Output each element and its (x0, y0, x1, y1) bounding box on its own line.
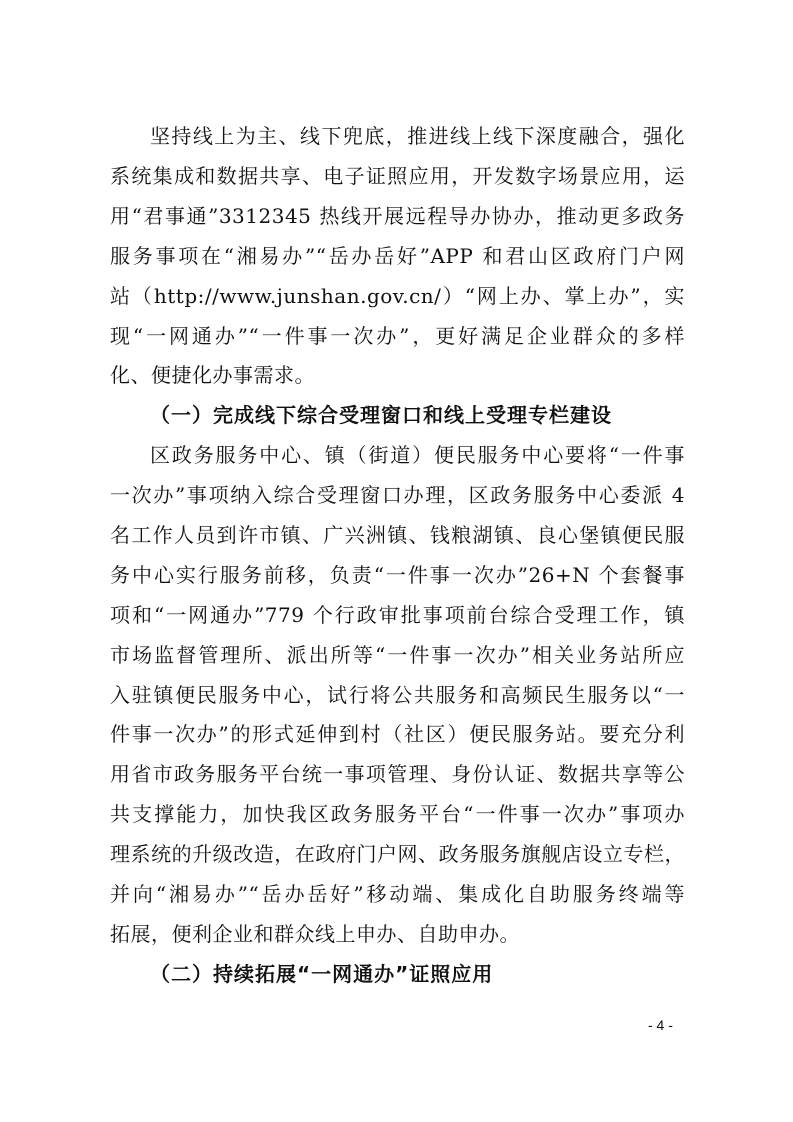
paragraph-line: 入驻镇便民服务中心，试行将公共服务和高频民生服务以“一 (110, 683, 685, 707)
paragraph-line: 项和“一网通办”779 个行政审批事项前台综合受理工作，镇 (110, 603, 685, 627)
paragraph-line: 系统集成和数据共享、电子证照应用，开发数字场景应用，运 (110, 164, 685, 188)
paragraph-line: 坚持线上为主、线下兜底，推进线上线下深度融合，强化 (150, 124, 685, 148)
paragraph-line: 共支撑能力，加快我区政务服务平台“一件事一次办”事项办 (110, 802, 685, 826)
paragraph-line: 服务事项在“湘易办”“岳办岳好”APP 和君山区政府门户网 (110, 244, 685, 268)
paragraph-line: 用省市政务服务平台统一事项管理、身份认证、数据共享等公 (110, 762, 685, 786)
paragraph-line: 件事一次办”的形式延伸到村（社区）便民服务站。要充分利 (110, 722, 685, 746)
paragraph-line: 并向“湘易办”“岳办岳好”移动端、集成化自助服务终端等 (110, 882, 685, 906)
paragraph-line: 化、便捷化办事需求。 (110, 363, 315, 387)
paragraph-line: 用“君事通”3312345 热线开展远程导办协办，推动更多政务 (110, 204, 685, 228)
paragraph-line: 站（http://www.junshan.gov.cn/）“网上办、掌上办”，实 (110, 284, 685, 308)
paragraph-line: 理系统的升级改造，在政府门户网、政务服务旗舰店设立专栏， (110, 842, 685, 866)
paragraph-line: 现“一网通办”“一件事一次办”，更好满足企业群众的多样 (110, 324, 685, 348)
paragraph-line: 区政务服务中心、镇（街道）便民服务中心要将“一件事 (150, 443, 685, 467)
paragraph-line: 务中心实行服务前移，负责“一件事一次办”26+N 个套餐事 (110, 563, 685, 587)
section-heading: （一）完成线下综合受理窗口和线上受理专栏建设 (150, 403, 612, 427)
paragraph-line: 市场监督管理所、派出所等“一件事一次办”相关业务站所应 (110, 643, 685, 667)
section-heading: （二）持续拓展“一网通办”证照应用 (150, 962, 494, 986)
paragraph-line: 一次办”事项纳入综合受理窗口办理，区政务服务中心委派 4 (110, 483, 685, 507)
page-number: - 4 - (648, 1017, 673, 1033)
paragraph-line: 拓展，便利企业和群众线上申办、自助申办。 (110, 922, 520, 946)
paragraph-line: 名工作人员到许市镇、广兴洲镇、钱粮湖镇、良心堡镇便民服 (110, 523, 685, 547)
